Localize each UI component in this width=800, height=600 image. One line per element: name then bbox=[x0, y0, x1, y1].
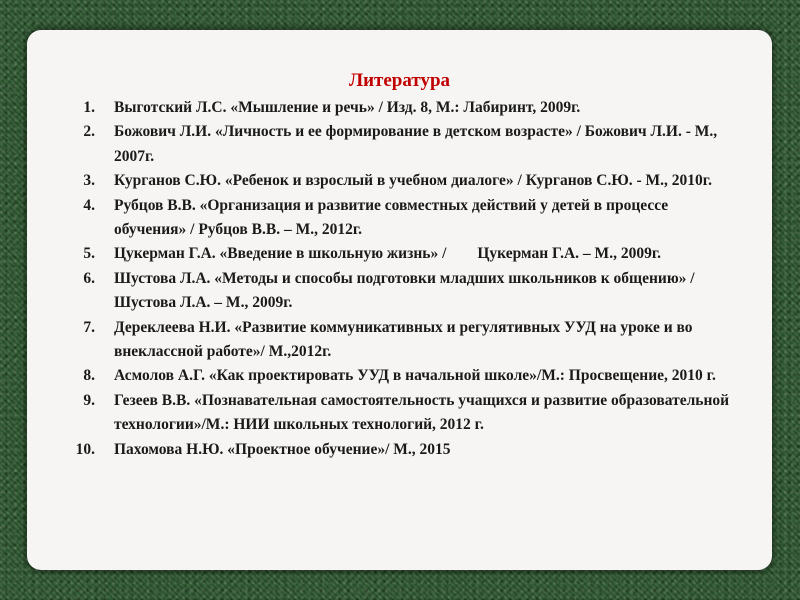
reference-text: Дереклеева Н.И. «Развитие коммуникативных и регулятивных УУД на уроке и во внеклассной работе»/ М.,2012г. bbox=[114, 318, 693, 361]
reference-item bbox=[27, 316, 772, 365]
reference-number: 6. bbox=[83, 269, 95, 287]
reference-text: Божович Л.И. «Личность и ее формирование в детском возрасте» / Божович Л.И. - М., 2007г. bbox=[114, 123, 718, 165]
reference-text: Рубцов В.В. «Организация и развитие совместных действий у детей в процессе обучения» / Рубцов В.В. – М., 2012г. bbox=[114, 196, 669, 239]
reference-item bbox=[27, 438, 772, 462]
reference-text: Выготский Л.С. «Мышление и речь» / Изд. 8, М.: Лабиринт, 2009г. bbox=[114, 99, 581, 116]
reference-list bbox=[27, 96, 772, 462]
reference-text: Курганов С.Ю. «Ребенок и взрослый в учебном диалоге» / Курганов С.Ю. - М., 2010г. bbox=[114, 172, 712, 190]
reference-text: Цукерман Г.А. «Введение в школьную жизнь» / Цукерман Г.А. – М., 2009г. bbox=[114, 245, 661, 263]
reference-item bbox=[27, 364, 772, 388]
slide-title: Литература bbox=[348, 70, 451, 91]
reference-number: 9. bbox=[83, 391, 95, 409]
reference-number: 5. bbox=[83, 245, 95, 263]
reference-item bbox=[27, 242, 772, 266]
reference-item bbox=[27, 194, 772, 243]
reference-number: 7. bbox=[83, 318, 95, 336]
reference-number: 1. bbox=[83, 99, 95, 116]
reference-item bbox=[27, 120, 772, 169]
reference-number: 2. bbox=[83, 123, 95, 141]
reference-item bbox=[27, 389, 772, 438]
reference-text: Пахомова Н.Ю. «Проектное обучение»/ М., 2015 bbox=[114, 440, 451, 458]
reference-text: Шустова Л.А. «Методы и способы подготовки младших школьников к общению» / Шустова Л.А. – М., 2009г. bbox=[114, 269, 695, 312]
reference-item bbox=[27, 169, 772, 193]
reference-item bbox=[27, 267, 772, 316]
reference-number: 10. bbox=[75, 440, 95, 458]
reference-item bbox=[27, 96, 772, 120]
reference-number: 4. bbox=[83, 196, 95, 214]
reference-number: 8. bbox=[83, 367, 95, 385]
reference-text: Асмолов А.Г. «Как проектировать УУД в начальной школе»/М.: Просвещение, 2010 г. bbox=[114, 367, 716, 385]
slide-card bbox=[27, 30, 772, 570]
reference-number: 3. bbox=[83, 172, 95, 190]
reference-text: Гезеев В.В. «Познавательная самостоятельность учащихся и развитие образовательной технологии»/М.: НИИ школьных технологий, 2012 г. bbox=[114, 391, 730, 434]
